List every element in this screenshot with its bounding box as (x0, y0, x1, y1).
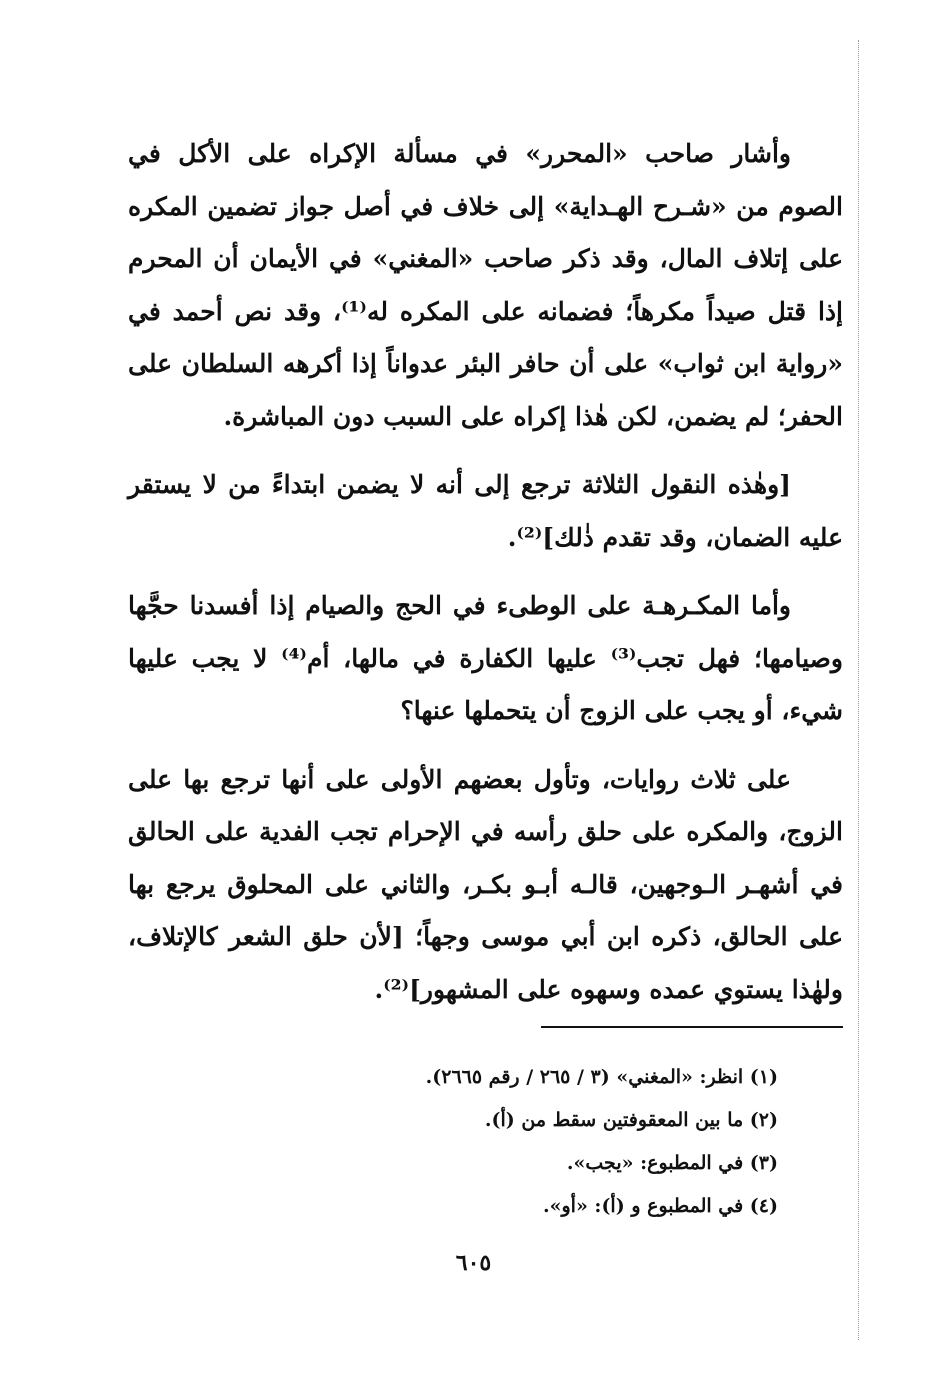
footnote-3: (٣) في المطبوع: «يجب». (566, 1152, 778, 1174)
footnote-separator (541, 1026, 843, 1028)
footnote-4: (٤) في المطبوع و (أ): «أو». (543, 1195, 778, 1217)
footnote-2: (٢) ما بين المعقوفتين سقط من (أ). (484, 1109, 778, 1131)
paragraph-4: على ثلاث روايات، وتأول بعضهم الأولى على أنها ترجع بها على الزوج، والمكره على حلق رأسه في الإحرام تجب الفدية على الحالق في أشهـر الـوجهين، قالـه أبـو بكـر، والثاني على المحلوق يرجع بها على الحالق، ذكره ابن أبي موسى وجهاً؛ [لأن حلق الشعر كالإتلاف، ولهٰذا يستوي عمده وسهوه على المشهور]⁽²⁾. (128, 764, 843, 1004)
footnote-1: (١) انظر: «المغني» (٣ / ٢٦٥ / رقم ٢٦٦٥). (425, 1066, 778, 1088)
paragraph-3: وأما المكـرهـة على الوطىء في الحج والصيام إذا أفسدنا حجَّها وصيامها؛ فهل تجب⁽³⁾ عليها الكفارة في مالها، أم⁽⁴⁾ لا يجب عليها شيء، أو يجب على الزوج أن يتحملها عنها؟ (128, 591, 843, 725)
footnotes-list (300, 1056, 778, 1228)
paragraph-1: وأشار صاحب «المحرر» في مسألة الإكراه على الأكل في الصوم من «شـرح الهـداية» إلى خلاف في أصل جواز تضمين المكره على إتلاف المال، وقد ذكر صاحب «المغني» في الأيمان أن المحرم إذا قتل صيداً مكرهاً؛ فضمانه على المكره له⁽¹⁾، وقد نص أحمد في «رواية ابن ثواب» على أن حافر البئر عدواناً إذا أكرهه السلطان على الحفر؛ لم يضمن، لكن هٰذا إكراه على السبب دون المباشرة. (128, 139, 843, 431)
margin-dotted-rule (858, 40, 859, 1340)
paragraph-2: [وهٰذه النقول الثلاثة ترجع إلى أنه لا يضمن ابتداءً من لا يستقر عليه الضمان، وقد تقدم ذٰلك]⁽²⁾. (128, 470, 843, 552)
page-number: ٦٠٥ (455, 1250, 492, 1276)
main-text (128, 128, 843, 1016)
